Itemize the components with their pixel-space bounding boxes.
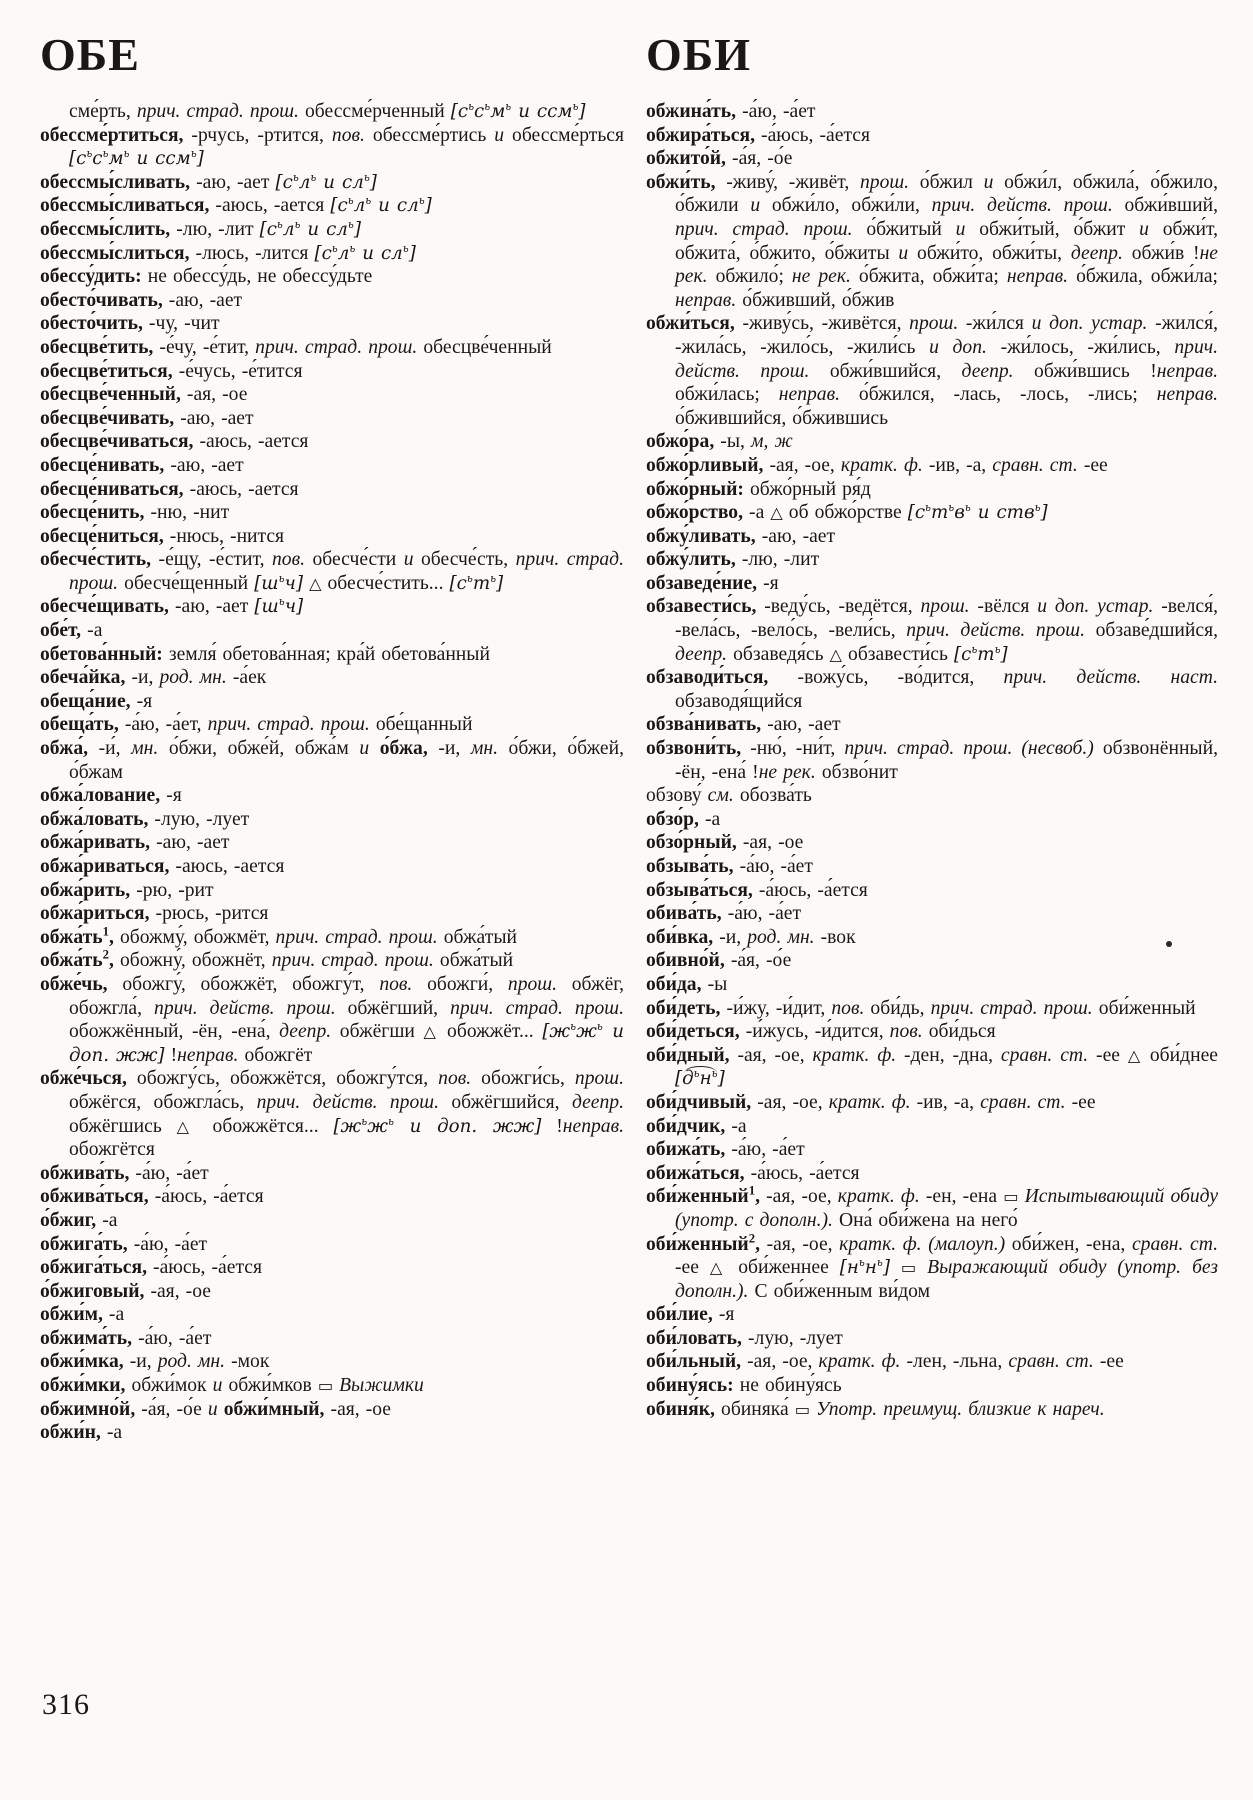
dictionary-entry: обжа́риваться, -аюсь, -ается xyxy=(40,856,285,877)
dictionary-entry: оби́женный$^2$, -ая, -ое, кратк. ф. (малоуп.) оби́жен, -ена, сравн. ст. -ее △ оби́женнее $[н^ьн^ь]$ ▭ Выражающий обиду (употр. без дополн.). С оби́женным ви́дом xyxy=(646,1230,1219,1302)
dictionary-entry: обжи́ть, -живу́, -живёт, прош. о́бжил и обжи́л, обжила́, о́бжило, о́бжили и обжи́ло, обжи́ли, прич. действ. прош. обжи́вший, прич. страд. прош. о́бжитый и обжи́тый, о́бжит и обжи́т, обжита́, о́бжито, о́бжиты и обжи́то, обжи́ты, деепр. обжи́в !не рек. обжило́; не рек. о́бжита, обжи́та; неправ. о́бжила, обжи́ла; неправ. о́бживший, о́бжив xyxy=(646,171,1219,311)
dictionary-entry: обжига́ться, -а́юсь, -а́ется xyxy=(40,1257,262,1279)
dictionary-entry: обесцве́чиваться, -аюсь, -ается xyxy=(40,431,309,453)
dictionary-entry: обжу́ливать, -аю, -ает xyxy=(646,525,836,547)
dictionary-entry: оби́ловать, -лую, -лует xyxy=(646,1327,843,1349)
right-column xyxy=(646,30,1218,1421)
dictionary-entry: $обжа́ть^2$, обожну́, обожнёт, прич. страд. прош. обжа́тый xyxy=(40,947,514,972)
dictionary-entry: обжо́рство, -а △ об обжо́рстве [$с^ьт^ьв^ь$ и ств$^ь$] xyxy=(646,501,1048,524)
dictionary-entry: обзо́рный, -ая, -ое xyxy=(646,832,804,854)
dictionary-entry: обжи́н, -а xyxy=(40,1422,123,1444)
dictionary-entry: обзвони́ть, -ню́, -ни́т, прич. страд. прош. (несвоб.) обзвонённый, -ён, -ена́ !не рек. обзво́нит xyxy=(646,738,1218,783)
dictionary-entry: обесцве́тить, -е́чу, -е́тит, прич. страд. прош. обесцве́ченный xyxy=(40,336,552,358)
dictionary-entry: обзыва́ть, -а́ю, -а́ет xyxy=(646,856,813,877)
dictionary-entry: обетова́нный: земля́ обетова́нная; кра́й обетова́нный xyxy=(40,643,490,665)
dictionary-entry: обиня́к, обиняка́ ▭ Употр. преимущ. близкие к нареч. xyxy=(646,1398,1105,1420)
dictionary-entry: обзаведе́ние, -я xyxy=(646,572,779,594)
dictionary-entry: обессмы́сливать, -аю, -ает [$с^ьл^ь$ и $сл^ь$] xyxy=(40,170,377,193)
dictionary-entry: обжига́ть, -а́ю, -а́ет xyxy=(40,1233,208,1255)
dictionary-entry: оби́льный, -ая, -ое, кратк. ф. -лен, -льна, сравн. ст. -ее xyxy=(646,1351,1124,1373)
dictionary-entry: обжи́м, -а xyxy=(40,1304,125,1326)
dictionary-entry: обже́чься, обожгу́сь, обожжётся, обожгу́тся, пов. обожги́сь, прош. обжёгся, обожгла́сь, прич. действ. прош. обжёгшийся, деепр. обжёгшись △ обожжётся... [$ж^ьж^ь$ и доп. жж] !неправ. обожгётся xyxy=(40,1068,624,1161)
dictionary-entry: обжа́ловать, -лую, -лует xyxy=(40,808,250,830)
dictionary-entry: обижа́ться, -а́юсь, -а́ется xyxy=(646,1162,860,1184)
dictionary-entry: обжо́рный: обжо́рный ря́д xyxy=(646,478,871,500)
dictionary-entry: обесче́стить, -е́щу, -е́стит, пов. обесче́сти и обесче́сть, прич. страд. прош. обесче́щенный $[ш^ьч]$ △ обесче́стить... $[с^ьт^ь]$ xyxy=(40,549,624,594)
dictionary-entry: обесто́чивать, -аю, -ает xyxy=(40,289,243,311)
dictionary-entry: обжа́лование, -я xyxy=(40,785,182,807)
dictionary-entry: обжу́лить, -лю, -лит xyxy=(646,549,820,571)
dictionary-entry: обжо́рливый, -ая, -ое, кратк. ф. -ив, -а, сравн. ст. -ее xyxy=(646,454,1108,476)
dictionary-entry: обзавести́сь, -веду́сь, -ведётся, прош. -вёлся и доп. устар. -велся́, -вела́сь, -вело́сь, -вели́сь, прич. действ. прош. обзаве́дшийся, деепр. обзаведя́сь △ обзавести́сь $[с^ьт^ь]$ xyxy=(646,596,1218,665)
dictionary-entry: обеща́ние, -я xyxy=(40,690,153,712)
dictionary-entry: обжа́рить, -рю, -рит xyxy=(40,879,214,901)
dictionary-entry: оби́да, -ы xyxy=(646,973,728,995)
dictionary-entry: обивно́й, -а́я, -о́е xyxy=(646,950,792,972)
dictionary-entry: обжина́ть, -а́ю, -а́ет xyxy=(646,101,816,122)
dictionary-entry: обесто́чить, -чу, -чит xyxy=(40,313,220,335)
guide-word-left: ОБЕ xyxy=(40,29,140,80)
dictionary-entry: обесце́нить, -ню, -нит xyxy=(40,502,230,524)
left-entries xyxy=(40,100,624,1445)
dictionary-entry: обессмы́слить, -лю, -лит [$с^ьл^ь$ и $сл^ь$] xyxy=(40,217,361,240)
dictionary-entry: обессу́дить: не обессу́дь, не обессу́дьте xyxy=(40,266,373,288)
dictionary-entry: оби́дчик, -а xyxy=(646,1115,747,1137)
dictionary-entry: о́бжиг, -а xyxy=(40,1209,118,1231)
dictionary-entry: обжимно́й, -а́я, -о́е и обжи́мный, -ая, -ое xyxy=(40,1398,392,1420)
dictionary-entry: обеча́йка, -и, род. мн. -а́ек xyxy=(40,667,267,689)
dictionary-entry: оби́деть, -и́жу, -и́дит, пов. оби́дь, прич. страд. прош. оби́женный xyxy=(646,997,1196,1019)
dictionary-entry: обессме́ртиться, -рчусь, -ртится, пов. обессме́ртись и обессме́рться [$с^ьс^ьм^ь$ и ссм$^ь$] xyxy=(40,124,624,170)
dictionary-entry: обже́чь, обожгу́, обожжёт, обожгу́т, пов. обожги́, прош. обжёг, обожгла́, прич. действ. прош. обжёгший, прич. страд. прош. обожжённый, -ён, -ена́, деепр. обжёгши △ обожжёт... [$ж^ьж^ь$ и доп. жж] !неправ. обожгёт xyxy=(40,973,625,1066)
dictionary-entry: обжа́риться, -рюсь, -рится xyxy=(40,903,269,925)
dictionary-entry: обесцве́чивать, -аю, -ает xyxy=(40,407,254,429)
dictionary-entry: обзва́нивать, -аю, -ает xyxy=(646,714,841,736)
dictionary-entry: обжима́ть, -а́ю, -а́ет xyxy=(40,1327,212,1349)
dictionary-entry: обесцве́титься, -е́чусь, -е́тится xyxy=(40,360,303,382)
dictionary-entry: обе́т, -а xyxy=(40,620,103,642)
dictionary-entry: оби́дчивый, -ая, -ое, кратк. ф. -ив, -а, сравн. ст. -ее xyxy=(646,1091,1096,1113)
dictionary-entry: обжи́ться, -живу́сь, -живётся, прош. -жи́лся и доп. устар. -жился́, -жила́сь, -жило́сь, -жили́сь и доп. -жи́лось, -жи́лись, прич. действ. прош. обжи́вшийся, деепр. обжи́вшись !неправ. обжи́лась; неправ. о́бжился, -лась, -лось, -лись; неправ. о́бжившийся, о́бжившись xyxy=(646,313,1219,429)
dictionary-entry: обжи́мки, обжи́мок и обжи́мков ▭ Выжимки xyxy=(40,1375,424,1397)
dictionary-entry: обжито́й, -а́я, -о́е xyxy=(646,148,793,170)
dictionary-entry: обесце́ниться, -нюсь, -нится xyxy=(40,525,285,547)
dictionary-entry: оби́лие, -я xyxy=(646,1304,735,1326)
dictionary-entry: обзо́р, -а xyxy=(646,808,721,830)
dictionary-entry: обжива́ть, -а́ю, -а́ет xyxy=(40,1162,209,1184)
dictionary-entry: оби́дный, -ая, -ое, кратк. ф. -ден, -дна, сравн. ст. -ее △ оби́днее $[д^ьн^ь]$ xyxy=(646,1044,1218,1090)
dictionary-entry: обессмы́слиться, -люсь, -лится [$с^ьл^ь$ и $сл^ь$] xyxy=(40,241,416,264)
dictionary-entry: обесче́щивать, -аю, -ает $[ш^ьч]$ xyxy=(40,595,304,618)
guide-word-right: ОБИ xyxy=(646,29,751,80)
right-entries xyxy=(646,100,1218,1421)
dictionary-entry: обжо́ра, -ы, м, ж xyxy=(646,431,793,453)
dictionary-entry: обессмы́сливаться, -аюсь, -ается [$с^ьл^ь$ и $сл^ь$] xyxy=(40,194,432,217)
dictionary-entry: обесцве́ченный, -ая, -ое xyxy=(40,384,248,406)
dictionary-entry: обижа́ть, -а́ю, -а́ет xyxy=(646,1139,805,1161)
dictionary-entry: $обжа́ть^1$, обожму́, обожмёт, прич. страд. прош. обжа́тый xyxy=(40,924,517,948)
dictionary-entry: обесце́ниваться, -аюсь, -ается xyxy=(40,478,299,500)
dictionary-entry: оби́деться, -и́жусь, -и́дится, пов. оби́дься xyxy=(646,1021,996,1043)
dictionary-entry: оби́женный$^1$, -ая, -ое, кратк. ф. -ен, -ена ▭ Испытывающий обиду (употр. с дополн.). Она́ оби́жена на него́ xyxy=(646,1183,1219,1231)
dictionary-entry: обзаводи́ться, -вожу́сь, -во́дится, прич. действ. наст. обзаводя́щийся xyxy=(646,667,1218,712)
dictionary-entry: оби́вка, -и, род. мн. -вок xyxy=(646,926,856,948)
dictionary-entry: обесце́нивать, -аю, -ает xyxy=(40,454,244,476)
page-number: 316 xyxy=(42,1688,90,1721)
dictionary-entry: о́бжиговый, -ая, -ое xyxy=(40,1280,211,1302)
dictionary-entry: обеща́ть, -а́ю, -а́ет, прич. страд. прош. обе́щанный xyxy=(40,714,473,736)
left-column xyxy=(40,30,624,1445)
dictionary-entry: обжира́ться, -а́юсь, -а́ется xyxy=(646,124,870,146)
dictionary-entry: обжа́, -и́, мн. о́бжи, обже́й, обжа́м и о́бжа, -и, мн. о́бжи, о́бжей, о́бжам xyxy=(40,738,624,783)
dictionary-entry: обжива́ться, -а́юсь, -а́ется xyxy=(40,1186,264,1208)
dictionary-entry: обину́ясь: не обину́ясь xyxy=(646,1375,842,1397)
dictionary-entry: обжи́мка, -и, род. мн. -мок xyxy=(40,1351,270,1373)
print-speck xyxy=(1166,941,1172,947)
dictionary-entry: обжа́ривать, -аю, -ает xyxy=(40,832,230,854)
dictionary-entry: обива́ть, -а́ю, -а́ет xyxy=(646,903,802,925)
dictionary-entry: обзову́ см. обозва́ть xyxy=(646,785,812,807)
dictionary-entry: обзыва́ться, -а́юсь, -а́ется xyxy=(646,879,868,901)
dictionary-entry: сме́рть, прич. страд. прош. обессме́рченный [$с^ьс^ьм^ь$ и ссм$^ь$] xyxy=(69,99,586,122)
